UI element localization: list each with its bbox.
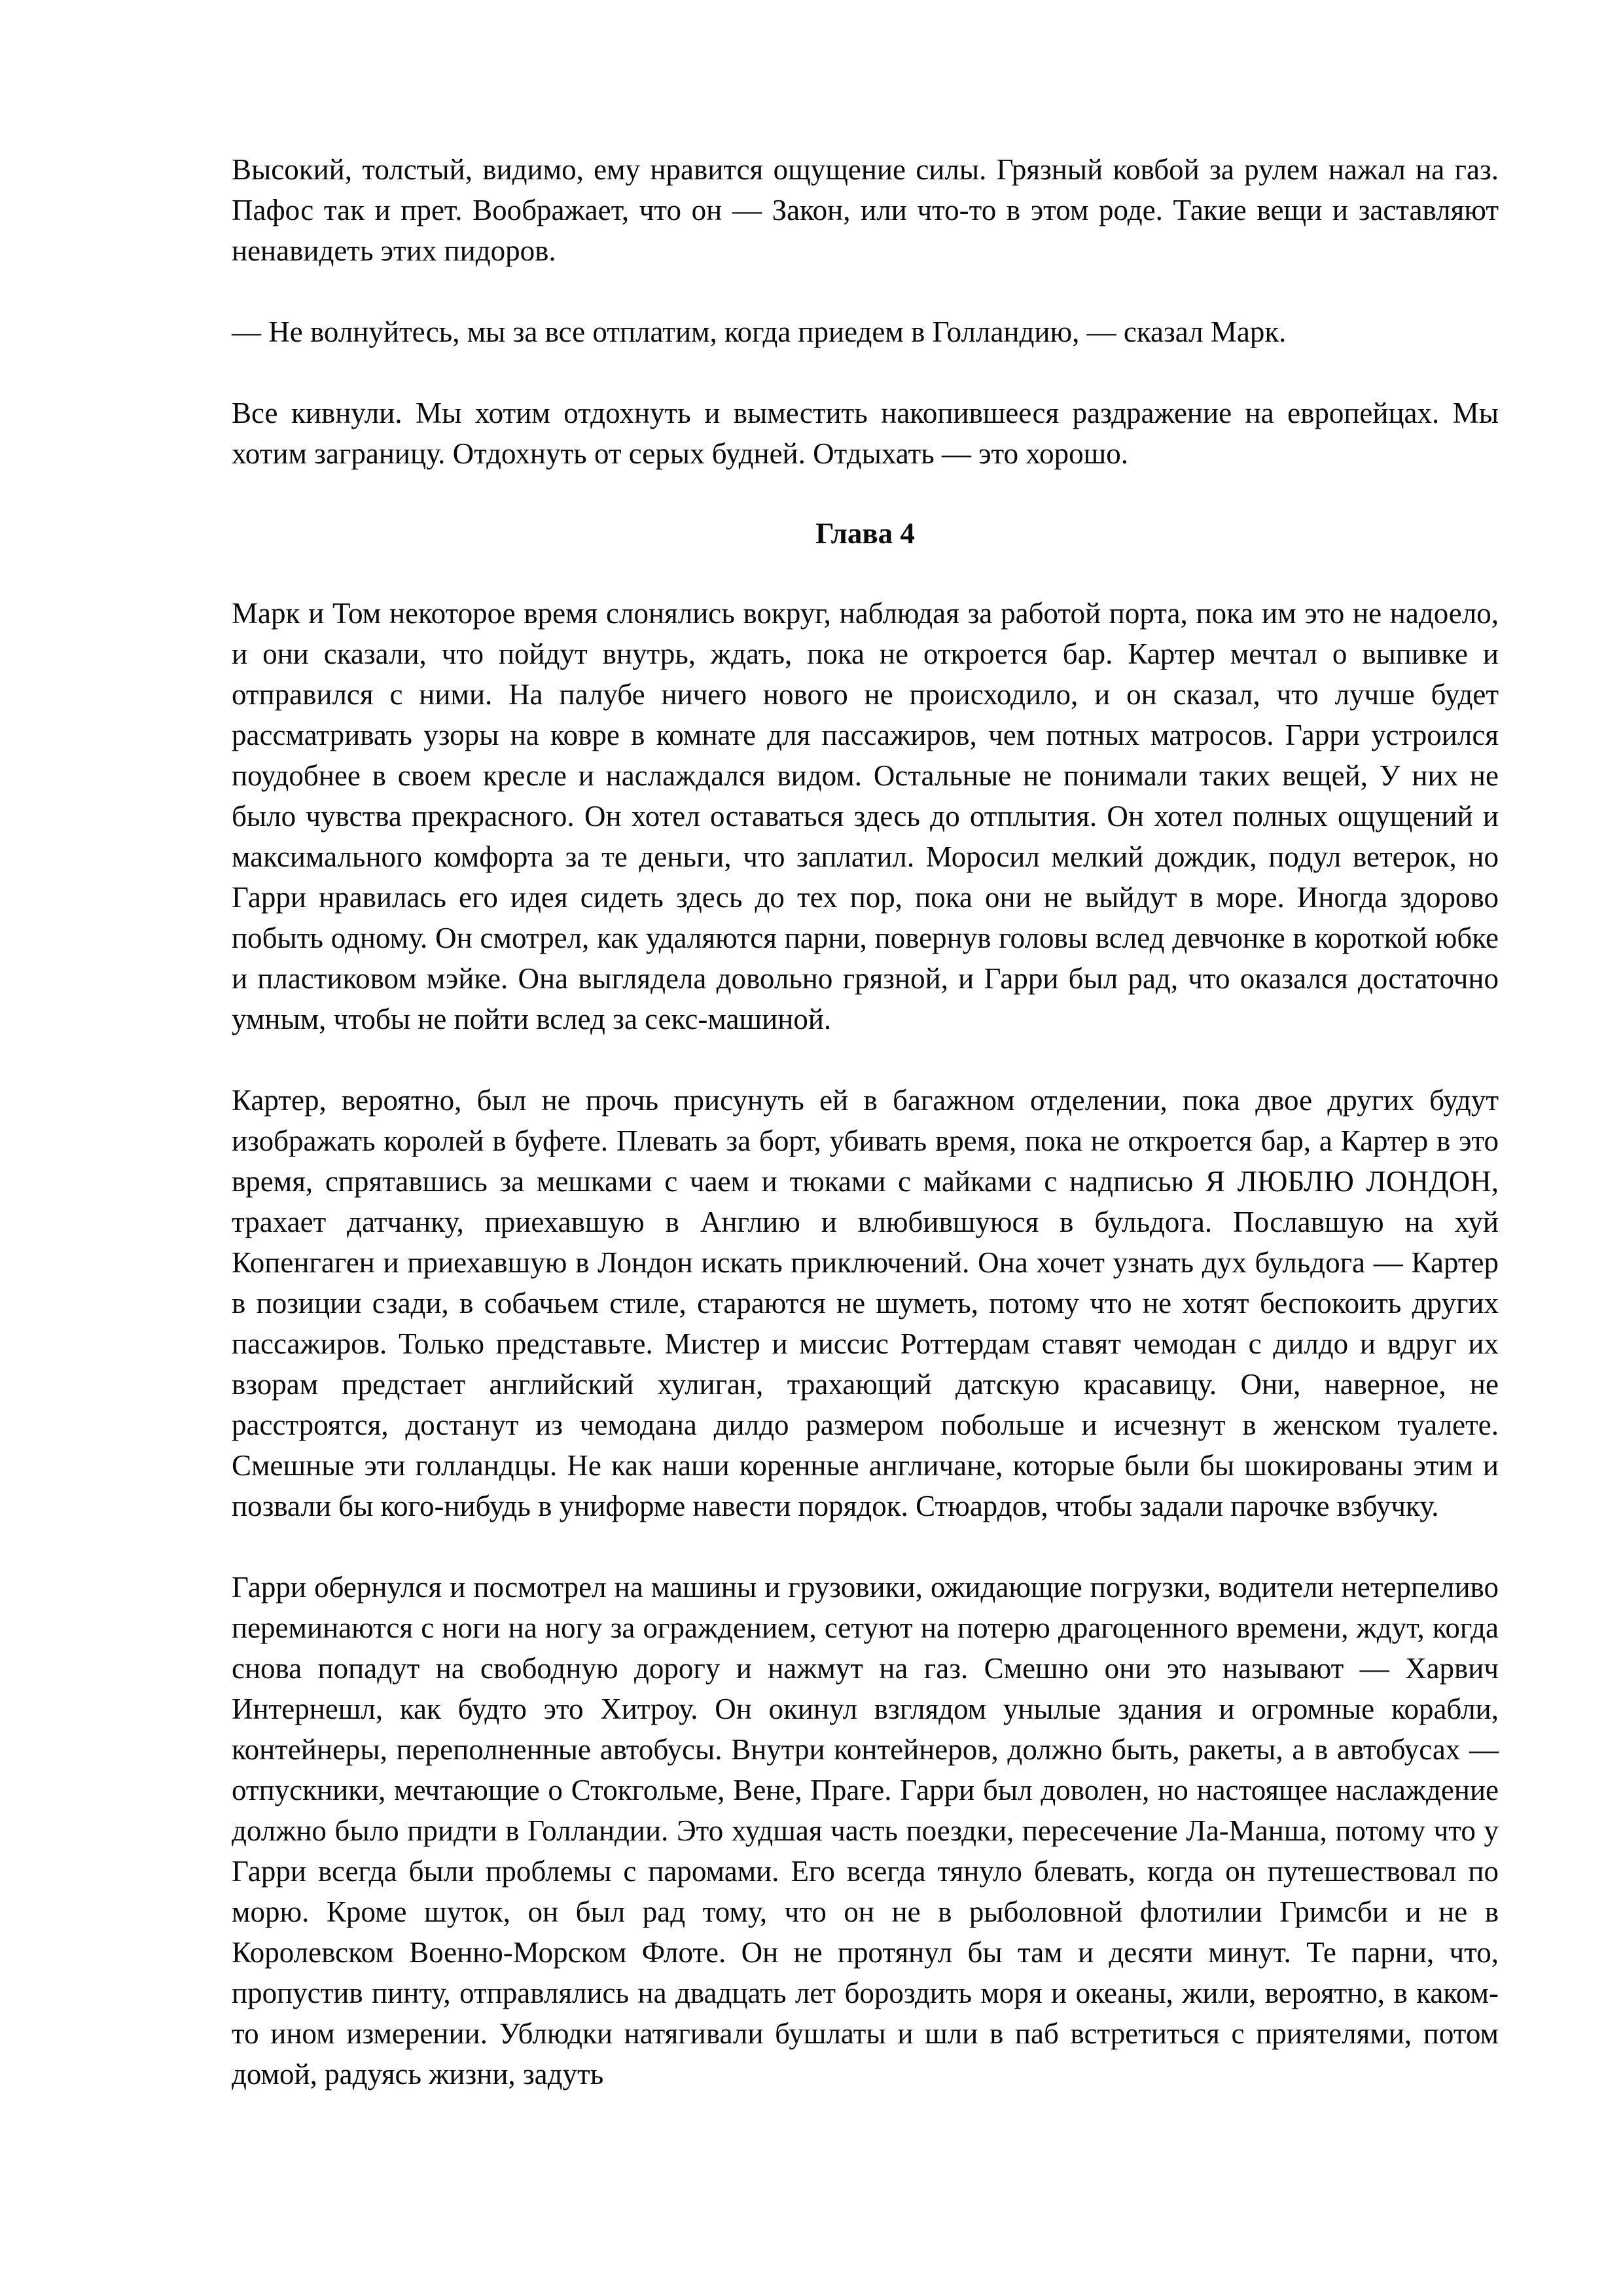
- paragraph-3: Все кивнули. Мы хотим отдохнуть и выместить накопившееся раздражение на европейцах. Мы хотим заграницу. Отдохнуть от серых будней. Отдыхать — это хорошо.: [232, 397, 1499, 470]
- paragraph-1: Высокий, толстый, видимо, ему нравится ощущение силы. Грязный ковбой за рулем нажал на газ. Пафос так и прет. Воображает, что он — Закон, или что-то в этом роде. Такие вещи и заставляют ненавидеть этих пидоров.: [232, 153, 1499, 267]
- document-page: [232, 149, 1499, 2094]
- paragraph-6: Гарри обернулся и посмотрел на машины и грузовики, ожидающие погрузки, водители нетерпеливо переминаются с ноги на ногу за ограждением, сетуют на потерю драгоценного времени, ждут, когда снова попадут на свободную дорогу и нажмут на газ. Смешно они это называют — Харвич Интернешл, как будто это Хитроу. Он окинул взглядом унылые здания и огромные корабли, контейнеры, переполненные автобусы. Внутри контейнеров, должно быть, ракеты, а в автобусах — отпускники, мечтающие о Стокгольме, Вене, Праге. Гарри был доволен, но настоящее наслаждение должно было придти в Голландии. Это худшая часть поездки, пересечение Ла-Манша, потому что у Гарри всегда были проблемы с паромами. Его всегда тянуло блевать, когда он путешествовал по морю. Кроме шуток, он был рад тому, что он не в рыболовной флотилии Гримсби и не в Королевском Военно-Морском Флоте. Он не протянул бы там и десяти минут. Те парни, что, пропустив пинту, отправлялись на двадцать лет бороздить моря и океаны, жили, вероятно, в каком-то ином измерении. Ублюдки натягивали бушлаты и шли в паб встретиться с приятелями, потом домой, радуясь жизни, задуть: [232, 1571, 1499, 2090]
- paragraph-4: Марк и Том некоторое время слонялись вокруг, наблюдая за работой порта, пока им это не надоело, и они сказали, что пойдут внутрь, ждать, пока не откроется бар. Картер мечтал о выпивке и отправился с ними. На палубе ничего нового не происходило, и он сказал, что лучше будет рассматривать узоры на ковре в комнате для пассажиров, чем потных матросов. Гарри устроился поудобнее в своем кресле и наслаждался видом. Остальные не понимали таких вещей, У них не было чувства прекрасного. Он хотел оставаться здесь до отплытия. Он хотел полных ощущений и максимального комфорта за те деньги, что заплатил. Моросил мелкий дождик, подул ветерок, но Гарри нравилась его идея сидеть здесь до тех пор, пока они не выйдут в море. Иногда здорово побыть одному. Он смотрел, как удаляются парни, повернув головы вслед девчонке в короткой юбке и пластиковом мэйке. Она выглядела довольно грязной, и Гарри был рад, что оказался достаточно умным, чтобы не пойти вслед за секс-машиной.: [232, 597, 1499, 1035]
- paragraph-5: Картер, вероятно, был не прочь присунуть ей в багажном отделении, пока двое других будут изображать королей в буфете. Плевать за борт, убивать время, пока не откроется бар, а Картер в это время, спрятавшись за мешками с чаем и тюками с майками с надписью Я ЛЮБЛЮ ЛОНДОН, трахает датчанку, приехавшую в Англию и влюбившуюся в бульдога. Пославшую на хуй Копенгаген и приехавшую в Лондон искать приключений. Она хочет узнать дух бульдога — Картер в позиции сзади, в собачьем стиле, стараются не шуметь, потому что не хотят беспокоить других пассажиров. Только представьте. Мистер и миссис Роттердам ставят чемодан с дилдо и вдруг их взорам предстает английский хулиган, трахающий датскую красавицу. Они, наверное, не расстроятся, достанут из чемодана дилдо размером побольше и исчезнут в женском туалете. Смешные эти голландцы. Не как наши коренные англичане, которые были бы шокированы этим и позвали бы кого-нибудь в униформе навести порядок. Стюардов, чтобы задали парочке взбучку.: [232, 1084, 1499, 1522]
- chapter-title: Глава 4: [815, 517, 915, 550]
- paragraph-2-dialogue: — Не волнуйтесь, мы за все отплатим, когда приедем в Голландию, — сказал Марк.: [232, 315, 1287, 348]
